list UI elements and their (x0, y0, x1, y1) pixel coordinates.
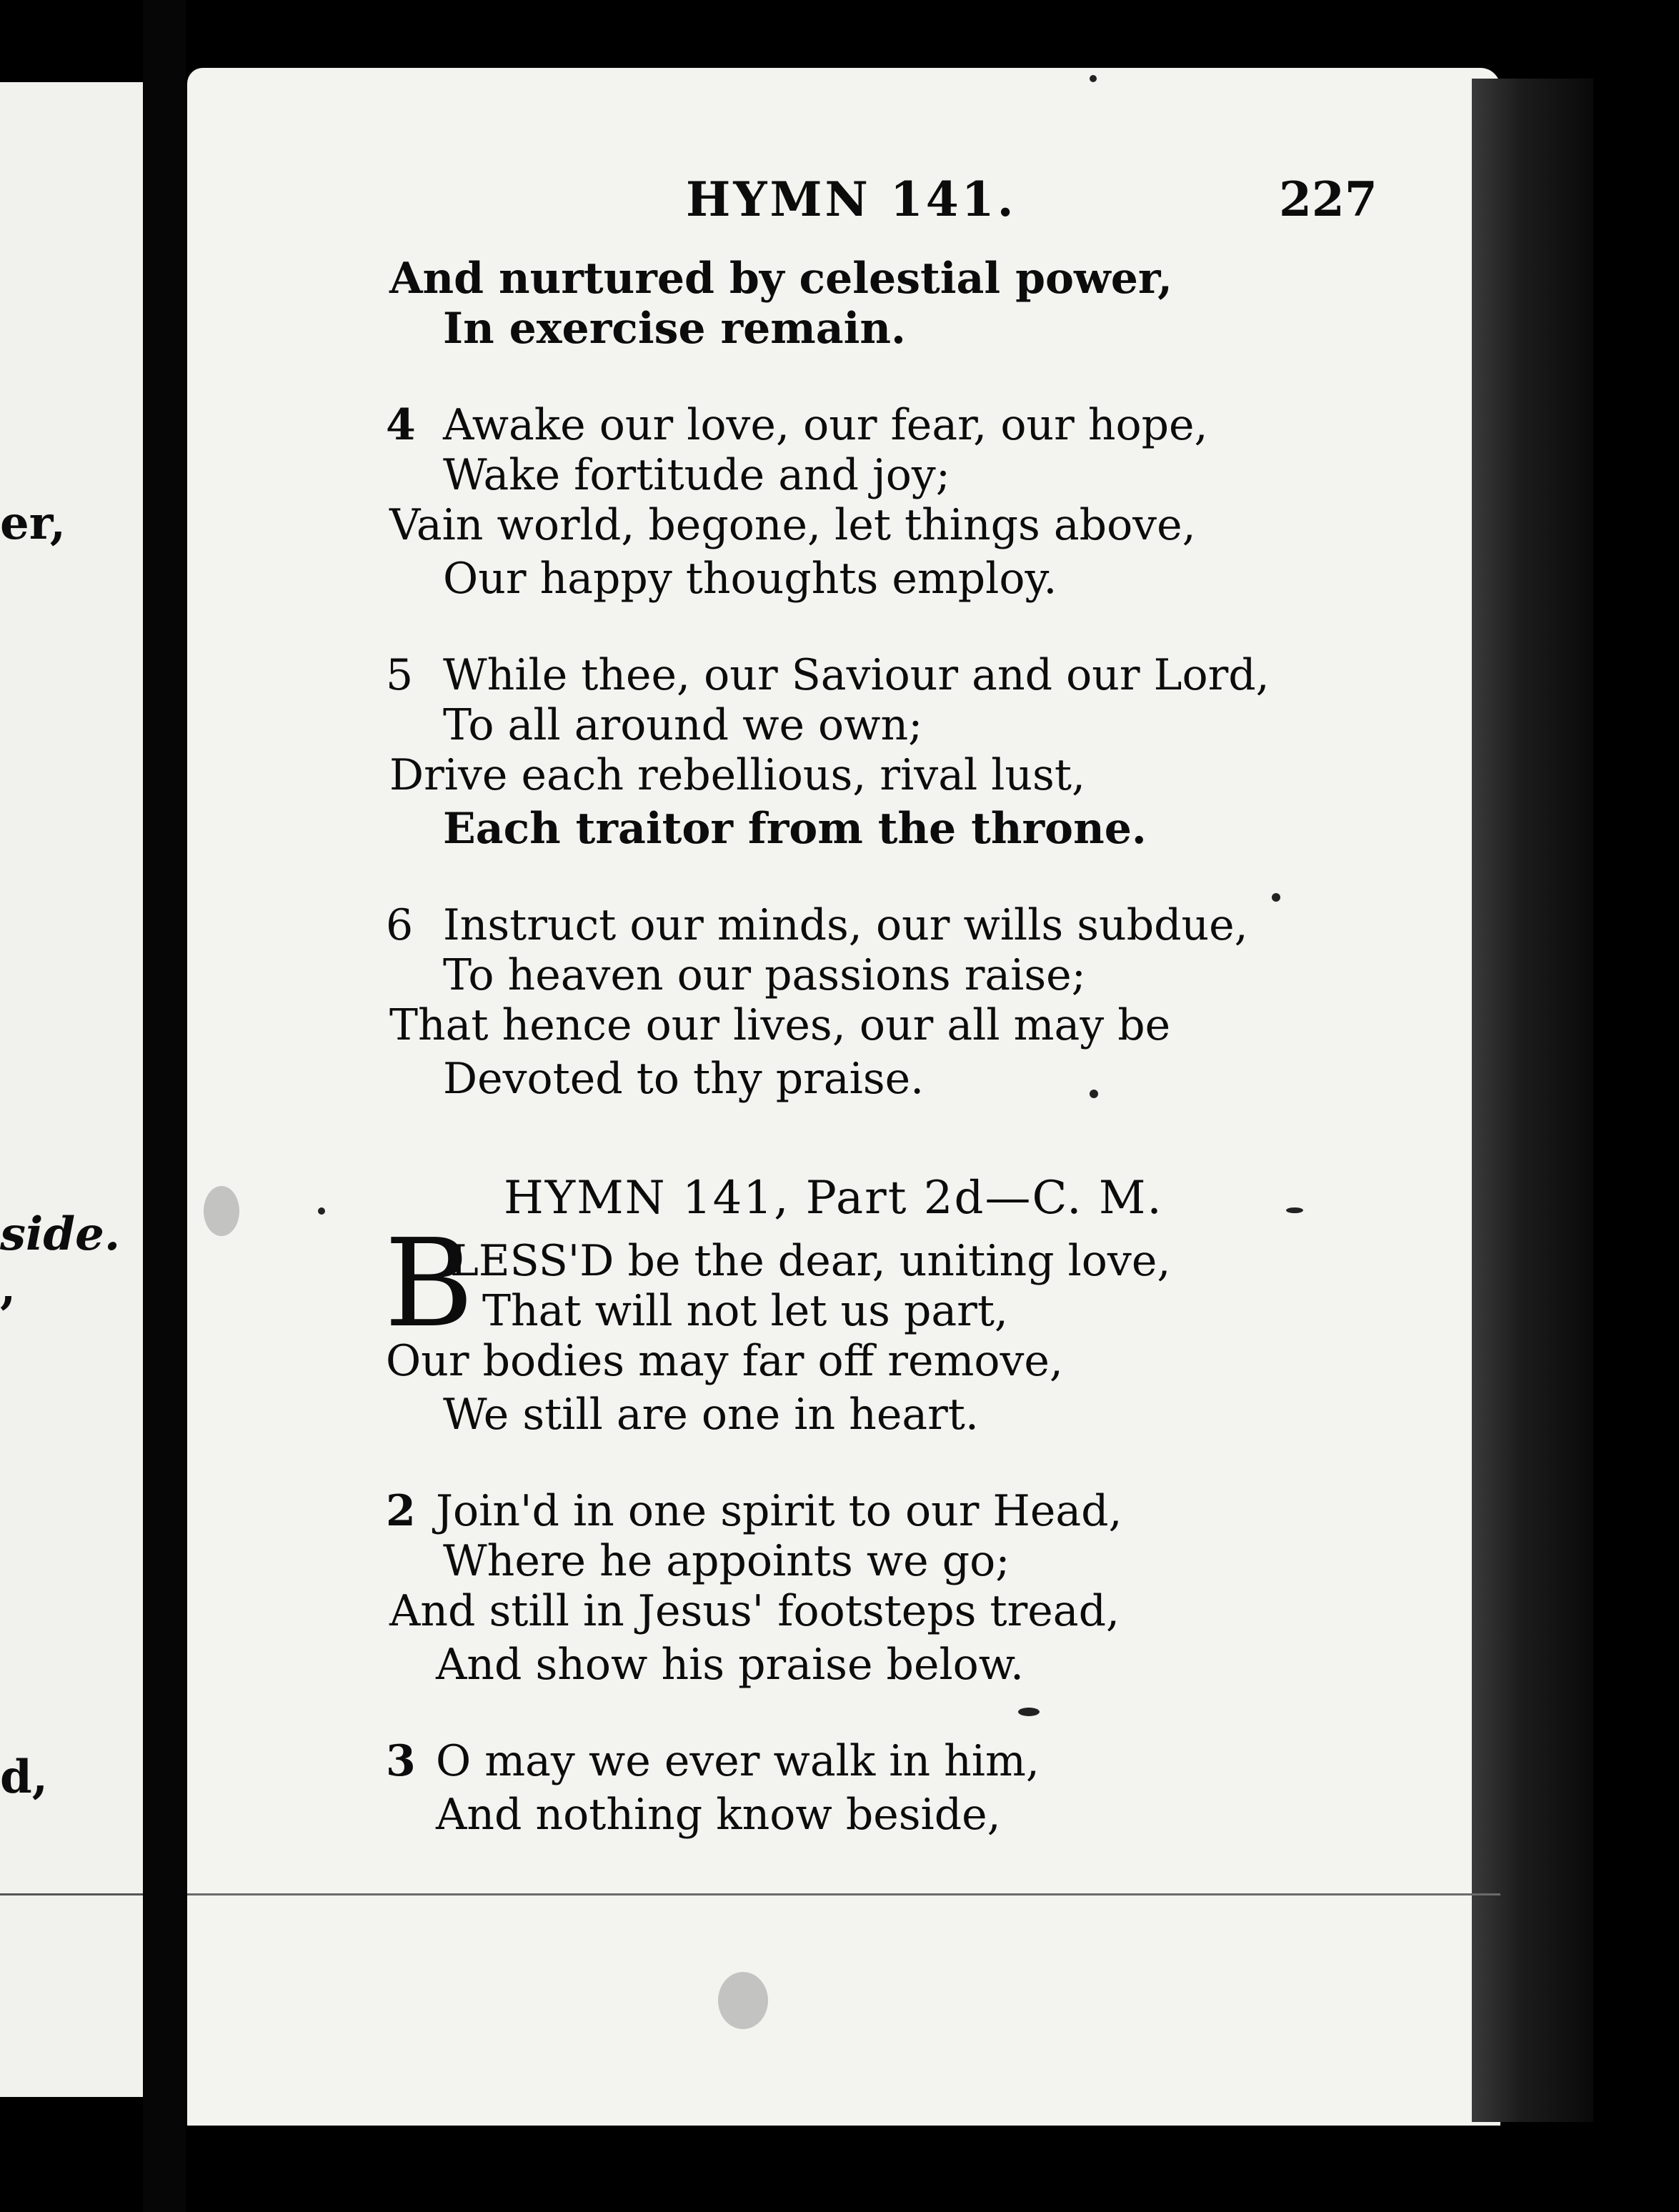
verse-line: In exercise remain. (443, 304, 906, 354)
verse-line: To all around we own; (443, 700, 923, 750)
stanza-number: 4 (386, 400, 416, 450)
page-number: 227 (1279, 171, 1377, 227)
verse-line: And show his praise below. (436, 1640, 1025, 1690)
ink-speck (1272, 893, 1280, 902)
left-page-fragment: , (0, 1261, 16, 1315)
ink-speck (1018, 1708, 1040, 1716)
stanza-number: 5 (386, 650, 414, 700)
verse-line: Vain world, begone, let things above, (389, 500, 1196, 550)
verse-line: Join'd in one spirit to our Head, (436, 1486, 1122, 1536)
running-head-title: HYMN 141. (686, 171, 1017, 227)
verse-line: Awake our love, our fear, our hope, (443, 400, 1208, 450)
verse-line: O may we ever walk in him, (436, 1736, 1040, 1786)
ink-blot (204, 1186, 239, 1236)
verse-line: And nothing know beside, (436, 1790, 1001, 1840)
ink-speck (318, 1207, 325, 1215)
stanza-number: 6 (386, 900, 414, 950)
ink-speck (1286, 1207, 1303, 1213)
verse-line: Devoted to thy praise. (443, 1054, 925, 1104)
verse-line: LESS'D be the dear, uniting love, (450, 1236, 1171, 1286)
verse-line: That hence our lives, our all may be (389, 1000, 1171, 1050)
verse-line: Drive each rebellious, rival lust, (389, 750, 1086, 800)
left-page-rule (0, 1893, 143, 1895)
hymn-heading: HYMN 141, Part 2d—C. M. (504, 1172, 1163, 1225)
ink-speck (1090, 1090, 1098, 1098)
ink-blot (718, 1972, 768, 2029)
verse-line: While thee, our Saviour and our Lord, (443, 650, 1270, 700)
verse-line: Each traitor from the throne. (443, 804, 1147, 854)
verse-line: Instruct our minds, our wills subdue, (443, 900, 1248, 950)
left-page-fragment: er, (0, 497, 66, 550)
ink-speck (1090, 75, 1097, 82)
verse-line: Where he appoints we go; (443, 1536, 1010, 1586)
stanza-number: 3 (386, 1736, 416, 1786)
verse-line: To heaven our passions raise; (443, 950, 1086, 1000)
left-page-fragment: d, (0, 1750, 49, 1804)
stanza-number: 2 (386, 1486, 416, 1536)
verse-line: Our bodies may far off remove, (386, 1336, 1063, 1386)
verse-line: Wake fortitude and joy; (443, 450, 950, 500)
drop-cap: B (384, 1213, 474, 1355)
verse-line: That will not let us part, (482, 1286, 1008, 1336)
page-binding-edge (1472, 79, 1593, 2122)
verse-line: And nurtured by celestial power, (389, 254, 1172, 304)
verse-line: We still are one in heart. (443, 1390, 979, 1440)
page-bottom-rule (187, 1893, 1500, 1895)
page-gutter (143, 0, 186, 2212)
left-page (0, 82, 143, 2097)
verse-line: Our happy thoughts employ. (443, 554, 1057, 604)
left-page-fragment: side. (0, 1207, 121, 1261)
verse-line: And still in Jesus' footsteps tread, (389, 1586, 1120, 1636)
